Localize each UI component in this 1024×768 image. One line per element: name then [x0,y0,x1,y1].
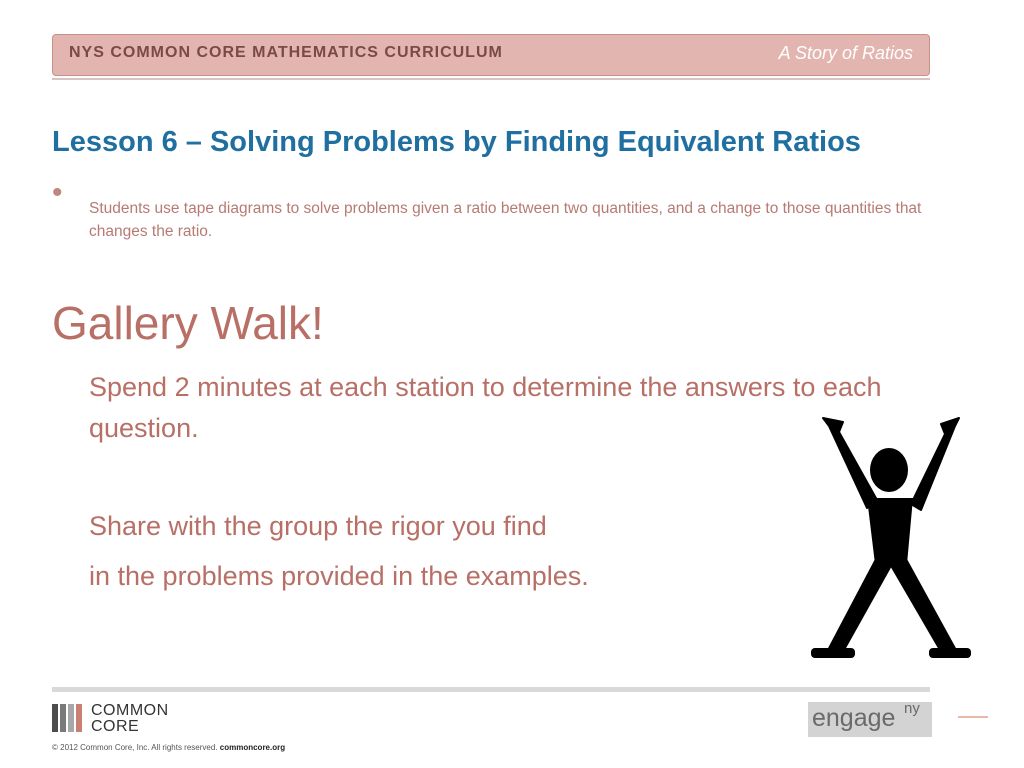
objective-bullet: • [52,176,63,209]
copyright-notice [52,743,285,752]
engage-ny-superscript: ny [904,700,920,717]
decorative-line [958,716,988,718]
common-core-wordmark [91,703,169,735]
module-title: A Story of Ratios [778,43,913,63]
copyright-text: © 2012 Common Core, Inc. All rights reserved. [52,743,218,752]
engage-ny-logo [808,702,932,737]
person-arms-raised-icon [805,414,985,664]
gallery-walk-heading: Gallery Walk! [52,297,324,349]
footer-divider [52,687,930,692]
logo-line-2: CORE [91,718,140,735]
copyright-link[interactable]: commoncore.org [219,743,286,752]
instruction-paragraph: Spend 2 minutes at each station to determine the answers to each question. [89,372,882,443]
logo-line-1: COMMON [91,702,169,719]
share-paragraph-line2: in the problems provided in the examples. [89,561,589,591]
header-banner [52,34,930,76]
header-divider [52,78,930,80]
common-core-logo-icon [52,704,86,734]
curriculum-title: NYS COMMON CORE MATHEMATICS CURRICULUM [69,44,503,61]
lesson-title: Lesson 6 – Solving Problems by Finding Equivalent Ratios [52,126,861,158]
share-paragraph-line1: Share with the group the rigor you find [89,511,547,541]
engage-wordmark: engage [812,704,896,732]
lesson-objective: Students use tape diagrams to solve problems given a ratio between two quantities, and a change to those quantities that changes the ratio. [89,200,922,240]
